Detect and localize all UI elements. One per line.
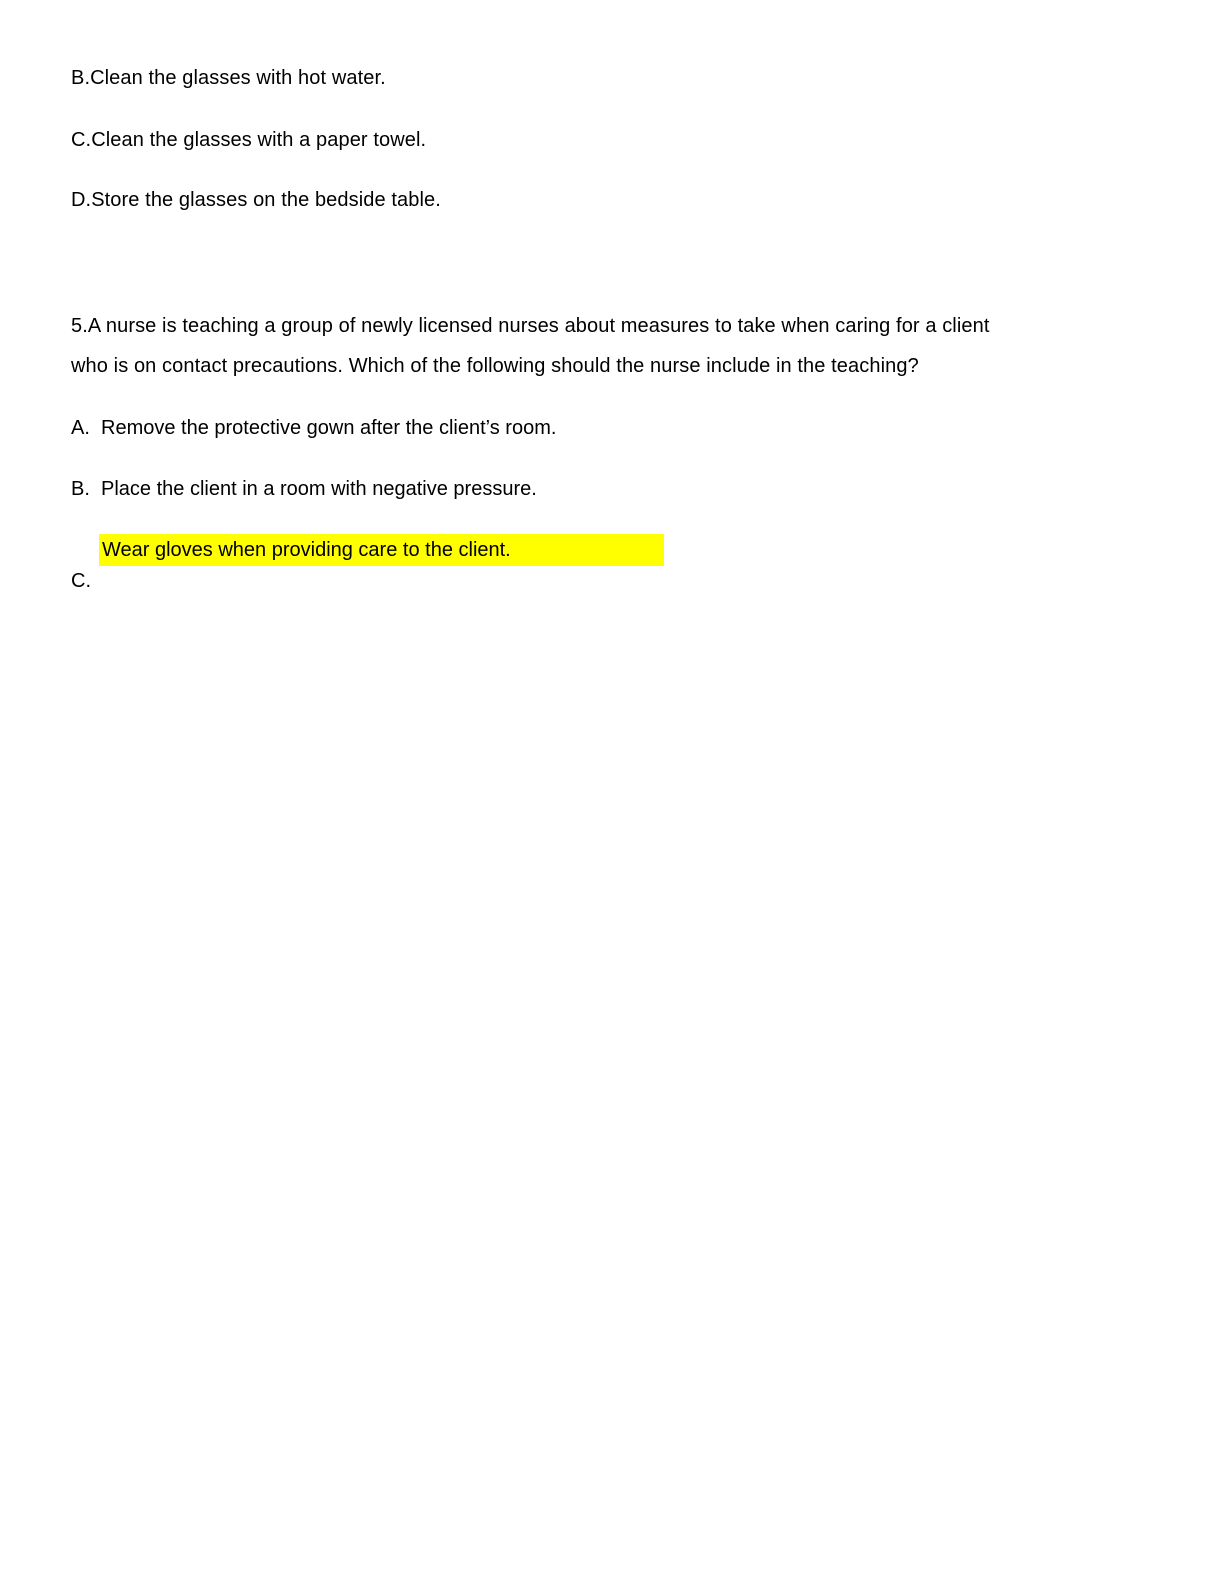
option-letter: A. xyxy=(71,417,90,439)
question-5-stem-line-2: who is on contact precautions. Which of the following should the nurse include in the teaching? xyxy=(71,355,919,377)
option-letter: C. xyxy=(71,570,91,592)
option-letter: B. xyxy=(71,478,90,500)
option-b-previous: B.Clean the glasses with hot water. xyxy=(71,67,386,89)
option-c-previous: C.Clean the glasses with a paper towel. xyxy=(71,129,427,151)
option-text: Place the client in a room with negative pressure. xyxy=(101,478,537,500)
question-5-stem-line-1: 5.A nurse is teaching a group of newly licensed nurses about measures to take when caring for a client xyxy=(71,315,990,337)
highlighted-answer-text: Wear gloves when providing care to the client. xyxy=(102,539,511,561)
option-text: Remove the protective gown after the client’s room. xyxy=(101,417,557,439)
option-d-previous: D.Store the glasses on the bedside table. xyxy=(71,189,441,211)
